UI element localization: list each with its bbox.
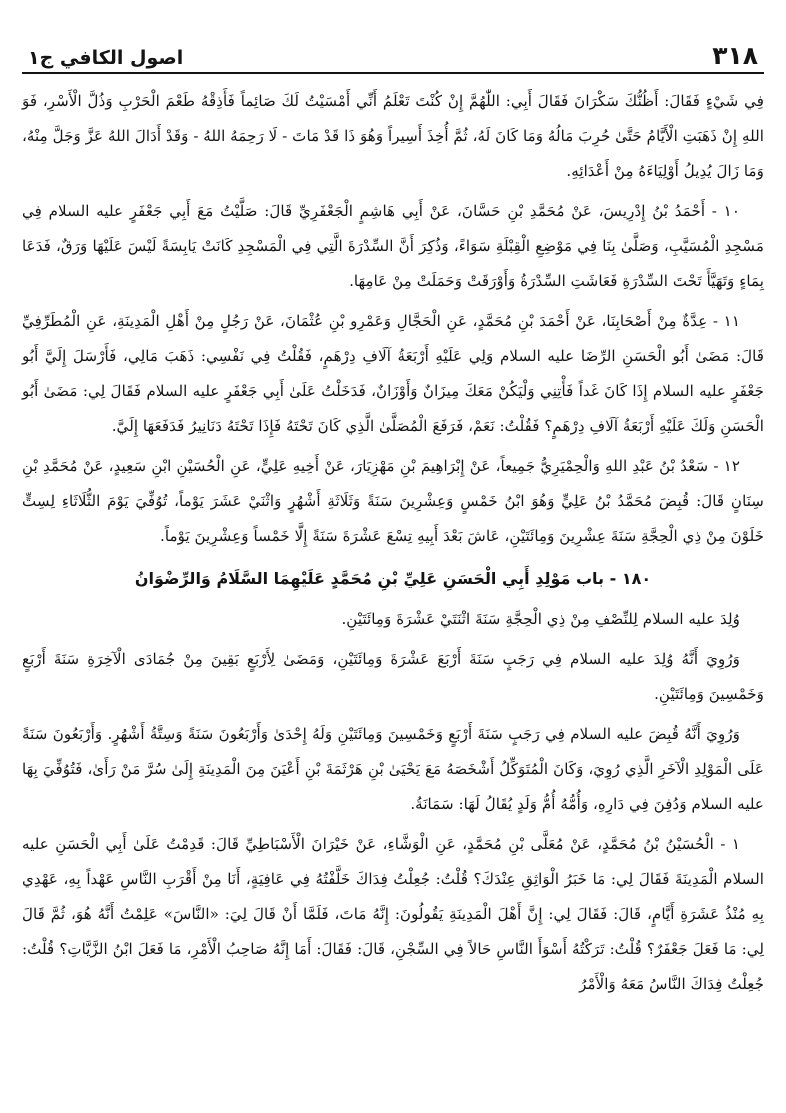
page-header	[22, 30, 764, 74]
paragraph: وَرُوِيَ أَنَّهُ قُبِضَ عليه السلام فِي رَجَبٍ سَنَةَ أَرْبَعٍ وَخَمْسِينَ وَمِائَتَيْنِ وَلَهُ إِحْدَىٰ وَأَرْبَعُونَ سَنَةً وَسِتَّةُ أَشْهُرٍ. وَأَرْبَعُونَ سَنَةً عَلَى الْمَوْلِدِ الْآخَرِ الَّذِي رُوِيَ، وَكَانَ الْمُتَوَكِّلُ أَشْخَصَهُ مَعَ يَحْيَىٰ بْنِ هَرْثَمَةَ بْنِ أَعْيَنَ مِنَ الْمَدِينَةِ إِلَىٰ سُرَّ مَنْ رَأَىٰ، فَتُوُفِّيَ بِهَا عليه السلام وَدُفِنَ فِي دَارِهِ، وَأُمُّهُ أُمُّ وَلَدٍ يُقَالُ لَهَا: سَمَانَةُ.	[22, 725, 764, 813]
hadith-12: ١٢ - سَعْدُ بْنُ عَبْدِ اللهِ وَالْحِمْيَرِيُّ جَمِيعاً، عَنْ إِبْرَاهِيمَ بْنِ مَهْزِيَارَ، عَنْ أَخِيهِ عَلِيٍّ، عَنِ الْحُسَيْنِ ابْنِ سَعِيدٍ، عَنْ مُحَمَّدِ بْنِ سِنَانٍ قَالَ: قُبِضَ مُحَمَّدُ بْنُ عَلِيٍّ وَهُوَ ابْنُ خَمْسٍ وَعِشْرِينَ سَنَةً وَثَلَاثَةِ أَشْهُرٍ وَاثْنَيْ عَشَرَ يَوْماً، تُوُفِّيَ يَوْمَ الثُّلَاثَاءِ لِسِتٍّ خَلَوْنَ مِنْ ذِي الْحِجَّةِ سَنَةَ عِشْرِينَ وَمِائَتَيْنِ، عَاشَ بَعْدَ أَبِيهِ تِسْعَ عَشْرَةَ سَنَةً إِلَّا خَمْساً وَعِشْرِينَ يَوْماً.	[22, 457, 764, 545]
hadith-10: ١٠ - أَحْمَدُ بْنُ إِدْرِيسَ، عَنْ مُحَمَّدِ بْنِ حَسَّانَ، عَنْ أَبِي هَاشِمٍ الْجَعْفَرِيِّ قَالَ: صَلَّيْتُ مَعَ أَبِي جَعْفَرٍ عليه السلام فِي مَسْجِدِ الْمُسَيَّبِ، وَصَلَّىٰ بِنَا فِي مَوْضِعِ الْقِبْلَةِ سَوَاءً، وَذُكِرَ أَنَّ السِّدْرَةَ الَّتِي فِي الْمَسْجِدِ كَانَتْ يَابِسَةً لَيْسَ عَلَيْهَا وَرَقٌ، فَدَعَا بِمَاءٍ وَتَهَيَّأَ تَحْتَ السِّدْرَةِ فَعَاشَتِ السِّدْرَةُ وَأَوْرَقَتْ وَحَمَلَتْ مِنْ عَامِهَا.	[22, 202, 764, 290]
hadith-11: ١١ - عِدَّةٌ مِنْ أَصْحَابِنَا، عَنْ أَحْمَدَ بْنِ مُحَمَّدٍ، عَنِ الْحَجَّالِ وَعَمْرِو بْنِ عُثْمَانَ، عَنْ رَجُلٍ مِنْ أَهْلِ الْمَدِينَةِ، عَنِ الْمُطَرِّفِيِّ قَالَ: مَضَىٰ أَبُو الْحَسَنِ الرِّضَا عليه السلام وَلِي عَلَيْهِ أَرْبَعَةُ آلَافِ دِرْهَمٍ، فَقُلْتُ فِي نَفْسِي: ذَهَبَ مَالِي، فَأَرْسَلَ إِلَيَّ أَبُو جَعْفَرٍ عليه السلام إِذَا كَانَ غَداً فَأْتِنِي وَلْيَكُنْ مَعَكَ مِيزَانٌ وَأَوْزَانٌ، فَدَخَلْتُ عَلَىٰ أَبِي جَعْفَرٍ عليه السلام فَقَالَ لِي: مَضَىٰ أَبُو الْحَسَنِ وَلَكَ عَلَيْهِ أَرْبَعَةُ آلَافِ دِرْهَمٍ؟ فَقُلْتُ: نَعَمْ، فَرَفَعَ الْمُصَلَّىٰ الَّذِي كَانَ تَحْتَهُ فَإِذَا تَحْتَهُ دَنَانِيرُ فَدَفَعَهَا إِلَيَّ.	[22, 312, 764, 435]
book-title: اصول الكافي ج١	[28, 47, 184, 69]
page-number: ٣١٨	[712, 41, 758, 70]
page-body	[22, 74, 764, 1002]
paragraph: فِي شَيْءٍ فَقَالَ: أَظُنُّكَ سَكْرَانَ فَقَالَ أَبِي: اللّٰهُمَّ إِنْ كُنْتَ تَعْلَمُ أَنِّي أَمْسَيْتُ لَكَ صَائِماً فَأَذِقْهُ طَعْمَ الْحَرْبِ وَذُلَّ الْأَسْرِ، فَوَ اللهِ إِنْ ذَهَبَتِ الْأَيَّامُ حَتَّىٰ حُرِبَ مَالُهُ وَمَا كَانَ لَهُ، ثُمَّ أُخِذَ أَسِيراً وَهُوَ ذَا قَدْ مَاتَ - لَا رَحِمَهُ اللهُ - وَقَدْ أَدَالَ اللهُ عَزَّ وَجَلَّ مِنْهُ، وَمَا زَالَ يُدِيلُ أَوْلِيَاءَهُ مِنْ أَعْدَائِهِ.	[22, 92, 764, 180]
chapter-title: ١٨٠ - باب مَوْلِدِ أَبِي الْحَسَنِ عَلِيِّ بْنِ مُحَمَّدٍ عَلَيْهِمَا السَّلَامُ وَالرِّضْوَانُ	[134, 569, 652, 588]
paragraph: وَرُوِيَ أَنَّهُ وُلِدَ عليه السلام فِي رَجَبٍ سَنَةَ أَرْبَعَ عَشْرَةَ وَمِائَتَيْنِ، وَمَضَىٰ لِأَرْبَعٍ بَقِينَ مِنْ جُمَادَى الْآخِرَةِ سَنَةَ أَرْبَعٍ وَخَمْسِينَ وَمِائَتَيْنِ.	[22, 650, 764, 703]
paragraph: وُلِدَ عليه السلام لِلنِّصْفِ مِنْ ذِي الْحِجَّةِ سَنَةَ اثْنَتَيْ عَشْرَةَ وَمِائَتَيْنِ.	[341, 610, 740, 628]
hadith-1: ١ - الْحُسَيْنُ بْنُ مُحَمَّدٍ، عَنْ مُعَلَّى بْنِ مُحَمَّدٍ، عَنِ الْوَشَّاءِ، عَنْ خَيْرَانَ الْأَسْبَاطِيِّ قَالَ: قَدِمْتُ عَلَىٰ أَبِي الْحَسَنِ عليه السلام الْمَدِينَةَ فَقَالَ لِي: مَا خَبَرُ الْوَاثِقِ عِنْدَكَ؟ قُلْتُ: جُعِلْتُ فِدَاكَ خَلَّفْتُهُ فِي عَافِيَةٍ، أَنَا مِنْ أَقْرَبِ النَّاسِ عَهْداً بِهِ، عَهْدِي بِهِ مُنْذُ عَشَرَةِ أَيَّامٍ، قَالَ: فَقَالَ لِي: إِنَّ أَهْلَ الْمَدِينَةِ يَقُولُونَ: إِنَّهُ مَاتَ، فَلَمَّا أَنْ قَالَ لِيَ: «النَّاسَ» عَلِمْتُ أَنَّهُ هُوَ، ثُمَّ قَالَ لِي: مَا فَعَلَ جَعْفَرٌ؟ قُلْتُ: تَرَكْتُهُ أَسْوَأَ النَّاسِ حَالاً فِي السِّجْنِ، قَالَ: فَقَالَ: أَمَا إِنَّهُ صَاحِبُ الْأَمْرِ، مَا فَعَلَ ابْنُ الزَّيَّاتِ؟ قُلْتُ: جُعِلْتُ فِدَاكَ النَّاسُ مَعَهُ وَالْأَمْرُ	[22, 835, 764, 993]
